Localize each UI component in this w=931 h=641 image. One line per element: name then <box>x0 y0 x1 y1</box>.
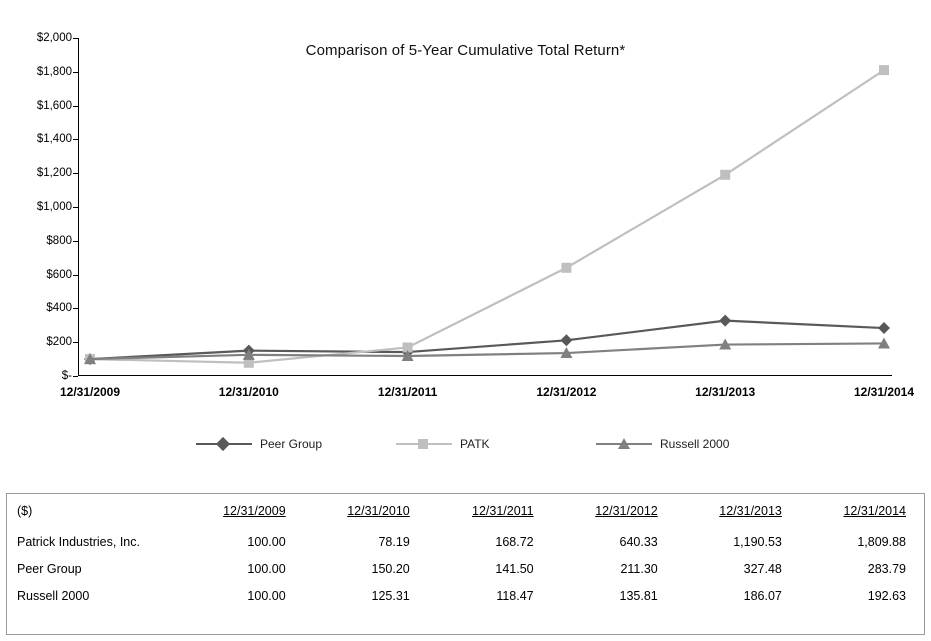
table-cell-value: 1,809.88 <box>857 534 906 549</box>
x-axis-tick-label: 12/31/2010 <box>218 385 279 399</box>
legend-item <box>596 437 796 451</box>
chart-title: Comparison of 5-Year Cumulative Total Return* <box>305 42 626 59</box>
legend-label: Peer Group <box>260 437 323 451</box>
table-cell-value: 100.00 <box>247 534 286 549</box>
table-row-label: Peer Group <box>17 561 82 576</box>
table-header-date: 12/31/2013 <box>719 504 782 518</box>
series-line <box>90 321 884 359</box>
x-axis-tick-label: 12/31/2011 <box>377 385 438 399</box>
table-header-row <box>7 494 924 528</box>
legend-symbol <box>596 437 652 451</box>
legend-marker-triangle-icon <box>618 438 630 449</box>
table-cell-value: 283.79 <box>867 561 906 576</box>
table-cell-value: 78.19 <box>378 534 410 549</box>
table-cell-value: 192.63 <box>867 588 906 603</box>
data-point-marker <box>878 322 890 334</box>
data-point-marker <box>560 334 572 346</box>
table-header-date: 12/31/2011 <box>472 504 534 518</box>
series-russell-2000 <box>84 337 890 364</box>
y-axis-tick-label: $1,600 <box>36 99 72 112</box>
legend-symbol <box>396 437 452 451</box>
table-row-label: Russell 2000 <box>17 588 90 603</box>
plot-area <box>36 32 915 399</box>
x-axis-tick-label: 12/31/2009 <box>59 385 121 399</box>
table-cell-value: 100.00 <box>247 588 286 603</box>
y-axis-tick-label: $600 <box>46 268 72 281</box>
y-axis-tick-label: $1,400 <box>36 133 72 146</box>
table-row-label: Patrick Industries, Inc. <box>17 534 140 549</box>
table-head <box>7 494 924 528</box>
x-axis-tick-label: 12/31/2012 <box>536 385 597 399</box>
chart-legend <box>196 437 796 451</box>
table-cell-value: 150.20 <box>371 561 410 576</box>
returns-table <box>7 494 924 609</box>
table-cell-value: 141.50 <box>495 561 534 576</box>
table-body <box>7 528 924 609</box>
legend-marker-square-icon <box>418 439 428 449</box>
table-cell-value: 640.33 <box>619 534 658 549</box>
data-point-marker <box>720 170 730 180</box>
table-cell-value: 168.72 <box>495 534 534 549</box>
data-point-marker <box>879 65 889 75</box>
y-axis-tick-label: $2,000 <box>36 32 72 44</box>
legend-marker-diamond-icon <box>216 437 230 451</box>
table-cell-value: 1,190.53 <box>733 534 782 549</box>
legend-label: Russell 2000 <box>660 437 730 451</box>
table-cell-value: 118.47 <box>496 588 534 603</box>
table-cell-value: 100.00 <box>247 561 286 576</box>
legend-label: PATK <box>460 437 490 451</box>
table-header-date: 12/31/2014 <box>843 504 906 518</box>
legend-item <box>396 437 596 451</box>
y-axis-tick-label: $1,800 <box>36 65 72 78</box>
y-axis-tick-label: $800 <box>46 234 72 247</box>
table-header-date: 12/31/2009 <box>223 504 286 518</box>
data-table <box>6 493 925 635</box>
data-point-marker <box>561 263 571 273</box>
y-axis-tick-label: $1,200 <box>36 167 72 180</box>
y-axis-tick-label: $200 <box>46 336 72 349</box>
table-cell-value: 327.48 <box>743 561 782 576</box>
legend-symbol <box>196 437 252 451</box>
x-axis-tick-label: 12/31/2013 <box>695 385 756 399</box>
series-peer-group <box>84 315 890 365</box>
table-row <box>7 582 924 609</box>
table-header-corner: ($) <box>17 504 33 518</box>
y-axis-tick-label: $1,000 <box>36 201 72 213</box>
data-point-marker <box>719 315 731 327</box>
legend-item <box>196 437 396 451</box>
y-axis-tick-label: $400 <box>46 302 72 315</box>
series-line <box>90 70 884 363</box>
x-axis-tick-label: 12/31/2014 <box>853 385 915 399</box>
table-cell-value: 135.81 <box>619 588 658 603</box>
table-cell-value: 125.31 <box>371 588 410 603</box>
y-axis-tick-label: $- <box>61 370 72 382</box>
table-cell-value: 186.07 <box>743 588 782 603</box>
table-row <box>7 555 924 582</box>
table-row <box>7 528 924 555</box>
chart-series-svg <box>78 38 892 376</box>
table-header-date: 12/31/2012 <box>595 504 658 518</box>
table-cell-value: 211.30 <box>620 561 658 576</box>
y-axis-tick-mark <box>73 376 78 377</box>
table-header-date: 12/31/2010 <box>347 504 410 518</box>
